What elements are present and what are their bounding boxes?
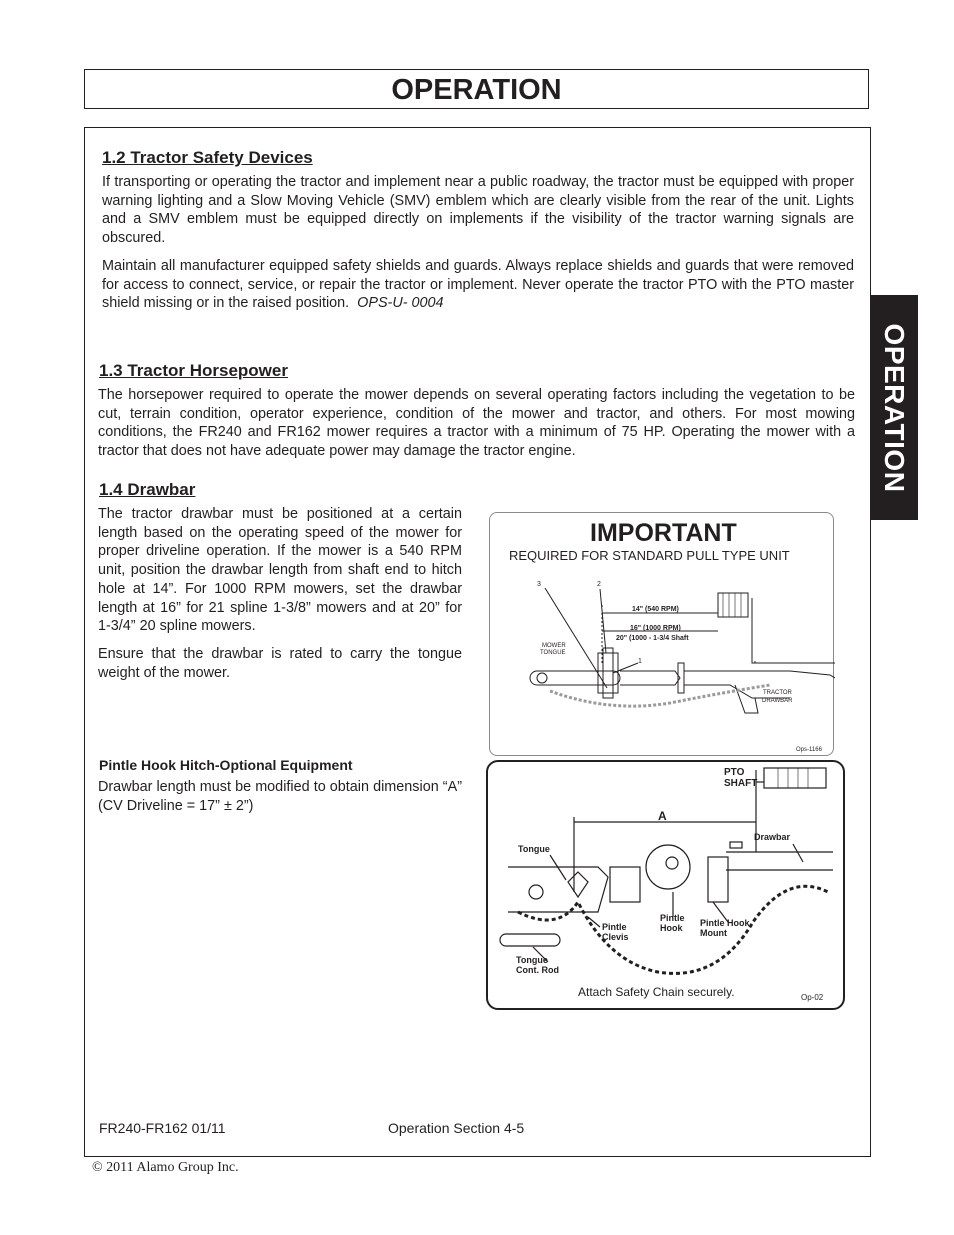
dimension-a: A xyxy=(658,809,667,823)
heading-tractor-horsepower: 1.3 Tractor Horsepower xyxy=(99,361,288,380)
side-tab-label: OPERATION xyxy=(879,323,910,492)
callout-2: 2 xyxy=(597,581,601,588)
pintle-hook-label-2: Hook xyxy=(660,923,683,933)
drawbar-label: Drawbar xyxy=(754,832,791,842)
chain-caption: Attach Safety Chain securely. xyxy=(578,985,735,999)
copyright: © 2011 Alamo Group Inc. xyxy=(92,1160,239,1175)
figure-code-2: Op-02 xyxy=(801,993,824,1002)
callout-3: 3 xyxy=(537,581,541,588)
drawbar-paragraph-1: The tractor drawbar must be positioned at a certain length based on the operating speed of the mower for proper driveline operation. If the mower is a 540 RPM unit, position the drawbar length from shaft end to hitch hole at 14”. For 1000 RPM mowers, set the drawbar length at 16” for 21 spline 1-3/8” mowers and at 20” for 1-3/4” 20 spline mowers. xyxy=(98,506,462,635)
pintle-mount-label-2: Mount xyxy=(700,928,727,938)
tongue-rod-label-2: Cont. Rod xyxy=(516,965,559,975)
drawbar-length-figure xyxy=(489,512,834,756)
safety-devices-paragraph-1: If transporting or operating the tractor and implement near a public roadway, the tractor must be equipped with proper warning lighting and a Slow Moving Vehicle (SMV) emblem which are clearly visible from the rear of the unit. Lights and a SMV emblem must be equipped directly on implements if the visibility of the tractor warning signals are obscured. xyxy=(102,174,854,247)
pintle-clevis-label-1: Pintle xyxy=(602,922,627,932)
important-title: IMPORTANT xyxy=(590,519,737,547)
pintle-hook-diagram xyxy=(488,762,843,1008)
safety-devices-paragraph-2-text: Maintain all manufacturer equipped safety shields and guards. Always replace shields and guards that were removed for access to connect, service, or repair the tractor or implement. Never operate the tractor PTO with the PTO master shield missing or in the raised position. xyxy=(102,258,854,312)
pintle-clevis-label-2: Clevis xyxy=(602,932,629,942)
page-title: OPERATION xyxy=(84,69,869,109)
footer-model: FR240-FR162 01/11 xyxy=(99,1120,226,1136)
footer-page: Operation Section 4-5 xyxy=(388,1120,525,1136)
dim-540: 14" (540 RPM) xyxy=(632,606,679,613)
horsepower-paragraph: The horsepower required to operate the mower depends on several operating factors including the vegetation to be cut, terrain condition, operator experience, condition of the mower and tractor, and others. For most mowing conditions, the FR240 and FR162 mower requires a tractor with a minimum of 75 HP. Operating the mower with a tractor that does not have adequate power may damage the tractor engine. xyxy=(98,387,855,460)
pintle-hook-label-1: Pintle xyxy=(660,913,685,923)
drawbar-paragraph-2: Ensure that the drawbar is rated to carry the tongue weight of the mower. xyxy=(98,646,462,681)
tongue-label: Tongue xyxy=(518,844,550,854)
mower-tongue-label-2: TONGUE xyxy=(540,650,566,656)
tractor-drawbar-label-2: DRAWBAR xyxy=(762,698,793,704)
pintle-mount-label-1: Pintle Hook xyxy=(700,918,750,928)
heading-tractor-safety-devices: 1.2 Tractor Safety Devices xyxy=(102,148,313,167)
figure-code: Ops-1166 xyxy=(796,747,822,753)
dim-1000: 16" (1000 RPM) xyxy=(630,625,681,632)
mower-tongue-label-1: MOWER xyxy=(542,643,566,649)
heading-drawbar: 1.4 Drawbar xyxy=(99,480,196,499)
pintle-paragraph: Drawbar length must be modified to obtain dimension “A” (CV Driveline = 17” ± 2”) xyxy=(98,779,462,814)
reference-code: OPS-U- 0004 xyxy=(357,295,444,312)
callout-1: 1 xyxy=(638,658,642,665)
pto-label-2: SHAFT xyxy=(724,778,758,789)
important-subtitle: REQUIRED FOR STANDARD PULL TYPE UNIT xyxy=(509,548,790,563)
section-side-tab xyxy=(870,295,918,520)
drawbar-diagram xyxy=(490,513,835,757)
pto-label-1: PTO xyxy=(724,767,745,778)
tongue-rod-label-1: Tongue xyxy=(516,955,548,965)
dim-1000-shaft: 20" (1000 - 1-3/4 Shaft xyxy=(616,635,689,642)
tractor-drawbar-label-1: TRACTOR xyxy=(763,690,792,696)
safety-devices-paragraph-2 xyxy=(102,257,854,313)
pintle-hook-figure xyxy=(486,760,845,1010)
heading-pintle-hook: Pintle Hook Hitch-Optional Equipment xyxy=(99,757,353,773)
